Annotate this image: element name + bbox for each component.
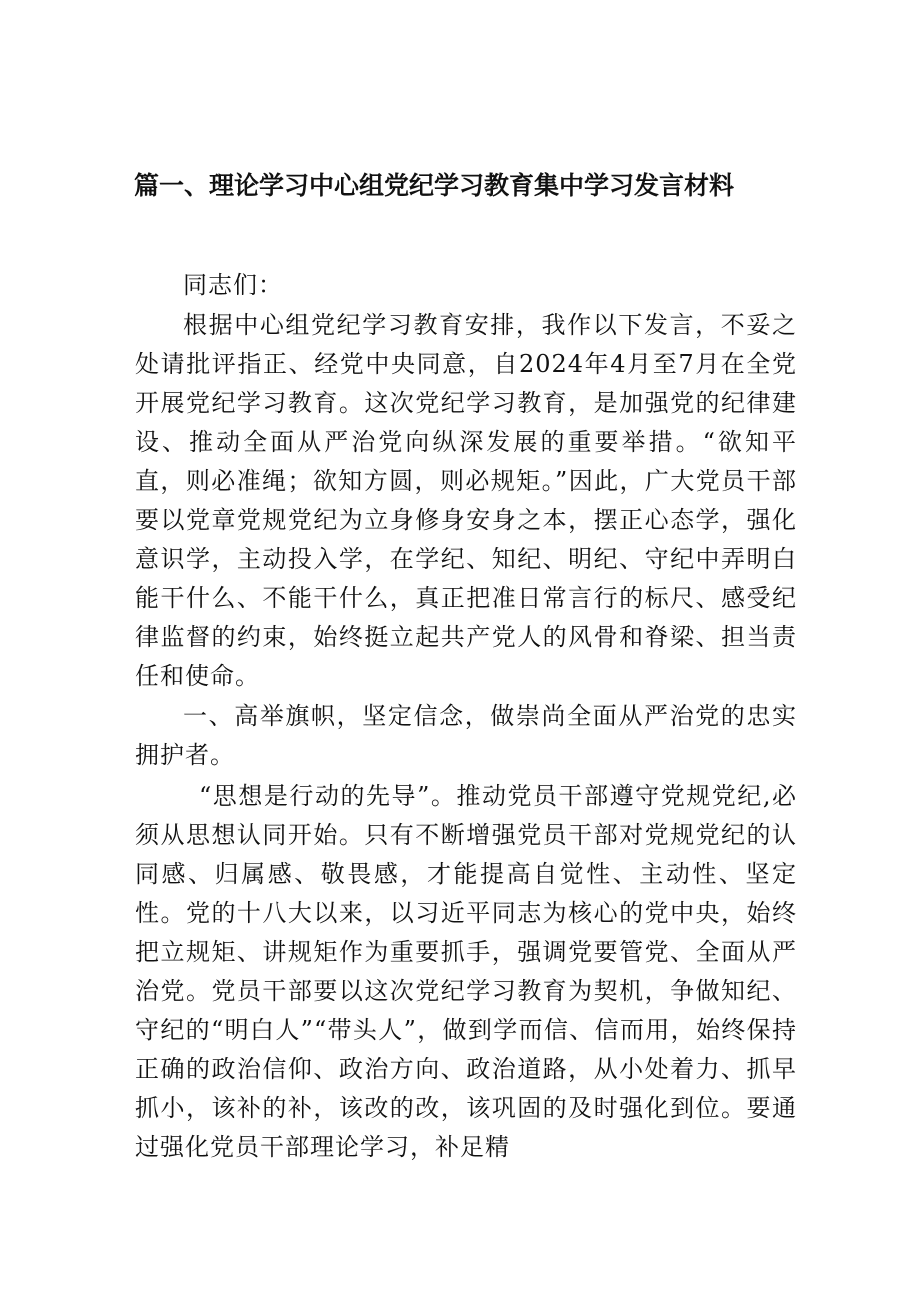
section-heading-one: 一、高举旗帜，坚定信念，做崇尚全面从严治党的忠实拥护者。 xyxy=(135,702,797,769)
paragraph-intro: 根据中心组党纪学习教育安排，我作以下发言，不妥之处请批评指正、经党中央同意，自2024年4月至7月在全党开展党纪学习教育。这次党纪学习教育，是加强党的纪律建设、推动全面从严治党向纵深发展的重要举措。“欲知平直，则必准绳；欲知方圆，则必规矩。”因此，广大党员干部要以党章党规党纪为立身修身安身之本，摆正心态学，强化意识学，主动投入学，在学纪、知纪、明纪、守纪中弄明白能干什么、不能干什么，真正把准日常言行的标尺、感受纪律监督的约束，始终挺立起共产党人的风骨和脊梁、担当责任和使命。 xyxy=(135,311,797,690)
greeting: 同志们： xyxy=(183,271,283,299)
paragraph-thought-guidance: “思想是行动的先导”。推动党员干部遵守党规党纪,必须从思想认同开始。只有不断增强党员干部对党规党纪的认同感、归属感、敬畏感，才能提高自觉性、主动性、坚定性。党的十八大以来，以习近平同志为核心的党中央，始终把立规矩、讲规矩作为重要抓手，强调党要管党、全面从严治党。党员干部要以这次党纪学习教育为契机，争做知纪、守纪的“明白人”“带头人”，做到学而信、信而用，始终保持正确的政治信仰、政治方向、政治道路，从小处着力、抓早抓小，该补的补，该改的改，该巩固的及时强化到位。要通过强化党员干部理论学习，补足精 xyxy=(135,782,797,1161)
document-title: 篇一、理论学习中心组党纪学习教育集中学习发言材料 xyxy=(134,171,735,200)
document-body xyxy=(135,266,797,1167)
